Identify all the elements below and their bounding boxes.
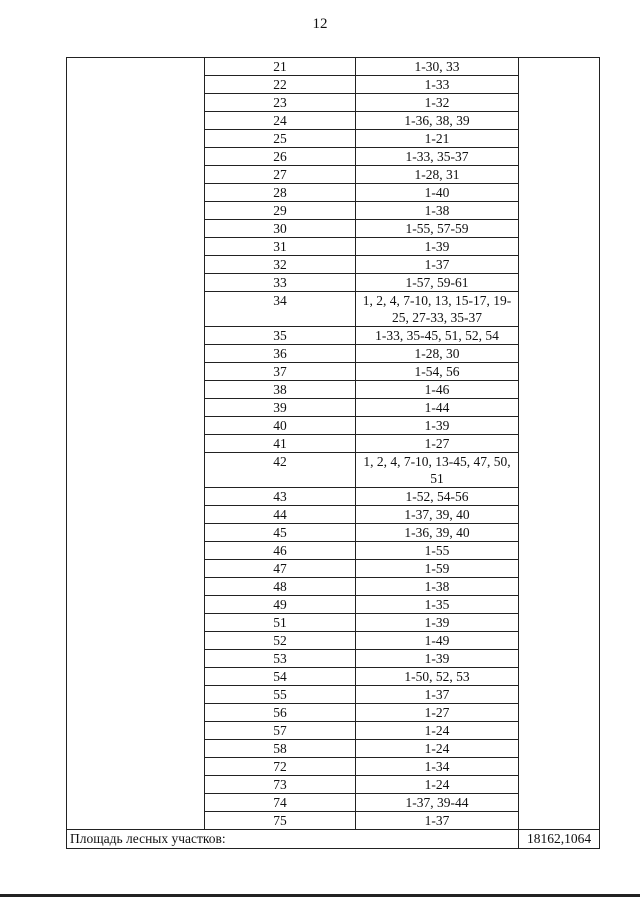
quarter-number-cell: 40	[205, 417, 356, 435]
plot-numbers-cell: 1-38	[356, 202, 519, 220]
quarter-number-cell: 44	[205, 506, 356, 524]
quarter-number-cell: 28	[205, 184, 356, 202]
plot-numbers-cell: 1-44	[356, 399, 519, 417]
plot-numbers-cell: 1-27	[356, 435, 519, 453]
quarter-number-cell: 56	[205, 704, 356, 722]
plot-numbers-cell: 1-55	[356, 542, 519, 560]
quarter-number-cell: 34	[205, 292, 356, 327]
plot-numbers-cell: 1-39	[356, 238, 519, 256]
quarter-number-cell: 33	[205, 274, 356, 292]
plot-numbers-cell: 1-33, 35-37	[356, 148, 519, 166]
region-cell	[67, 58, 205, 830]
quarter-number-cell: 48	[205, 578, 356, 596]
plot-numbers-cell: 1-24	[356, 776, 519, 794]
quarter-number-cell: 21	[205, 58, 356, 76]
quarter-number-cell: 47	[205, 560, 356, 578]
page-number: 12	[312, 16, 328, 32]
quarter-number-cell: 24	[205, 112, 356, 130]
quarter-number-cell: 29	[205, 202, 356, 220]
plot-numbers-cell: 1-24	[356, 740, 519, 758]
quarter-number-cell: 22	[205, 76, 356, 94]
quarter-number-cell: 31	[205, 238, 356, 256]
plot-numbers-cell: 1-36, 38, 39	[356, 112, 519, 130]
total-row	[67, 830, 600, 849]
plot-numbers-cell: 1-33, 35-45, 51, 52, 54	[356, 327, 519, 345]
plot-numbers-cell: 1-49	[356, 632, 519, 650]
quarter-number-cell: 73	[205, 776, 356, 794]
quarter-number-cell: 36	[205, 345, 356, 363]
plot-numbers-cell: 1-39	[356, 614, 519, 632]
plot-numbers-cell: 1-50, 52, 53	[356, 668, 519, 686]
quarter-number-cell: 74	[205, 794, 356, 812]
plot-numbers-cell: 1-27	[356, 704, 519, 722]
quarter-number-cell: 38	[205, 381, 356, 399]
quarter-number-cell: 25	[205, 130, 356, 148]
forest-plots-table	[66, 57, 600, 849]
quarter-number-cell: 26	[205, 148, 356, 166]
plot-numbers-cell: 1-55, 57-59	[356, 220, 519, 238]
bottom-rule	[0, 894, 640, 897]
plot-numbers-cell: 1-46	[356, 381, 519, 399]
plot-numbers-cell: 1-30, 33	[356, 58, 519, 76]
quarter-number-cell: 75	[205, 812, 356, 830]
plot-numbers-cell: 1-37	[356, 812, 519, 830]
plot-numbers-cell: 1-39	[356, 417, 519, 435]
quarter-number-cell: 54	[205, 668, 356, 686]
quarter-number-cell: 53	[205, 650, 356, 668]
plot-numbers-cell: 1-35	[356, 596, 519, 614]
plot-numbers-cell: 1-28, 31	[356, 166, 519, 184]
table-body	[67, 58, 600, 849]
plot-numbers-cell: 1-36, 39, 40	[356, 524, 519, 542]
quarter-number-cell: 45	[205, 524, 356, 542]
plot-numbers-cell: 1-54, 56	[356, 363, 519, 381]
quarter-number-cell: 46	[205, 542, 356, 560]
quarter-number-cell: 55	[205, 686, 356, 704]
total-label: Площадь лесных участков:	[67, 830, 519, 849]
quarter-number-cell: 30	[205, 220, 356, 238]
plot-numbers-cell: 1-37, 39-44	[356, 794, 519, 812]
quarter-number-cell: 35	[205, 327, 356, 345]
quarter-number-cell: 42	[205, 453, 356, 488]
quarter-number-cell: 23	[205, 94, 356, 112]
plot-numbers-cell: 1-59	[356, 560, 519, 578]
plot-numbers-cell: 1-38	[356, 578, 519, 596]
plot-numbers-cell: 1-37, 39, 40	[356, 506, 519, 524]
plot-numbers-cell: 1-40	[356, 184, 519, 202]
total-value: 18162,1064	[519, 830, 600, 849]
quarter-number-cell: 32	[205, 256, 356, 274]
plot-numbers-cell: 1-39	[356, 650, 519, 668]
plot-numbers-cell: 1-33	[356, 76, 519, 94]
quarter-number-cell: 52	[205, 632, 356, 650]
quarter-number-cell: 41	[205, 435, 356, 453]
quarter-number-cell: 27	[205, 166, 356, 184]
quarter-number-cell: 57	[205, 722, 356, 740]
quarter-number-cell: 49	[205, 596, 356, 614]
plot-numbers-cell: 1-24	[356, 722, 519, 740]
plot-numbers-cell: 1-57, 59-61	[356, 274, 519, 292]
quarter-number-cell: 43	[205, 488, 356, 506]
quarter-number-cell: 39	[205, 399, 356, 417]
table-row	[67, 58, 600, 76]
plot-numbers-cell: 1-34	[356, 758, 519, 776]
quarter-number-cell: 58	[205, 740, 356, 758]
plot-numbers-cell: 1-32	[356, 94, 519, 112]
plot-numbers-cell: 1-28, 30	[356, 345, 519, 363]
plot-numbers-cell: 1, 2, 4, 7-10, 13, 15-17, 19-25, 27-33, 35-37	[356, 292, 519, 327]
plot-numbers-cell: 1-21	[356, 130, 519, 148]
plot-numbers-cell: 1-37	[356, 686, 519, 704]
plot-numbers-cell: 1-37	[356, 256, 519, 274]
quarter-number-cell: 51	[205, 614, 356, 632]
plot-numbers-cell: 1, 2, 4, 7-10, 13-45, 47, 50, 51	[356, 453, 519, 488]
quarter-number-cell: 37	[205, 363, 356, 381]
plot-numbers-cell: 1-52, 54-56	[356, 488, 519, 506]
quarter-number-cell: 72	[205, 758, 356, 776]
area-cell	[519, 58, 600, 830]
